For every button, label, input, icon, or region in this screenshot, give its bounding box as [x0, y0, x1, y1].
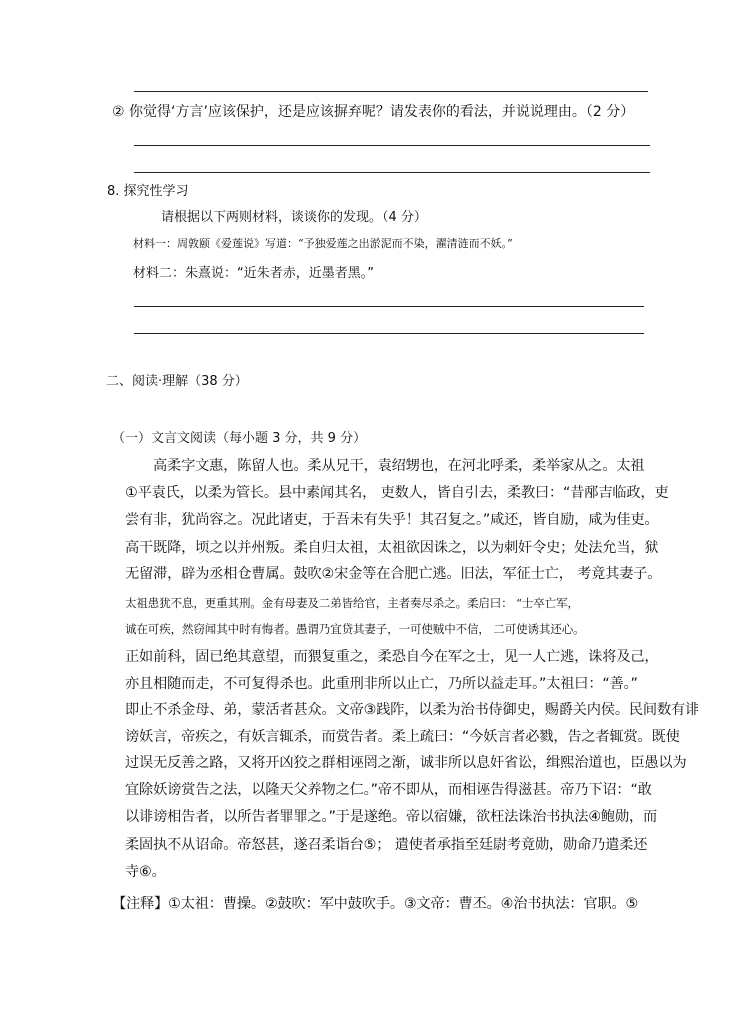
classical-reading-title: （一）文言文阅读（每小题 3 分，共 9 分）	[112, 431, 367, 446]
passage-line: 以诽谤相告者，以所告者罪罪之。”于是遂绝。帝以宿嫌，欲枉法诛治书执法④鲍勋，而	[125, 809, 658, 825]
passage-line: 谤妖言，帝疾之，有妖言辄杀，而赏告者。柔上疏曰：“今妖言者必戮，告之者辄赏。既使	[125, 729, 680, 745]
passage-line: 宜除妖谤赏告之法，以隆天父养物之仁。”帝不即从，而相诬告得滋甚。帝乃下诏：“敢	[125, 782, 652, 798]
passage-line: 高柔字文惠，陈留人也。柔从兄干，袁绍甥也，在河北呼柔，柔举家从之。太祖	[153, 458, 645, 474]
passage-line: 过误无反善之路，又将开凶狡之群相诬罔之渐，诚非所以息奸省讼，缉熙治道也，臣愚以为	[125, 755, 687, 771]
annotation-note: 【注释】①太祖：曹操。②鼓吹：军中鼓吹手。③文帝：曹丕。④治书执法：官职。⑤	[112, 896, 639, 912]
question-2-text: ② 你觉得‘方言’应该保护，还是应该摒弃呢？请发表你的看法，并说说理由。（2 分）	[112, 104, 635, 120]
question-8-heading: 8. 探究性学习	[107, 184, 189, 199]
passage-line: 柔固执不从诏命。帝怒甚，遂召柔诣台⑤； 遣使者承指至廷尉考竟勋，勋命乃遣柔还	[125, 837, 648, 853]
passage-line: 尝有非，犹尚容之。况此诸吏，于吾未有失乎！其召复之。”咸还，皆自励，咸为佳吏。	[125, 512, 659, 528]
answer-line	[134, 172, 650, 173]
passage-line: 高干既降，顷之以并州叛。柔自归太祖，太祖欲因诛之，以为刺奸令史；处法允当，狱	[125, 540, 659, 556]
section-2-title: 二、阅读·理解（38 分）	[106, 374, 248, 389]
answer-line	[134, 91, 648, 92]
question-8-instruction: 请根据以下两则材料，谈谈你的发现。（4 分）	[161, 210, 427, 225]
passage-line: 诚在可疾，然窃闻其中时有悔者。愚谓乃宜贷其妻子，一可使贼中不信， 二可使诱其还心。	[125, 622, 585, 636]
passage-line: 亦且相随而走，不可复得杀也。此重刑非所以止亡，乃所以益走耳。”太祖曰：“善。”	[125, 676, 638, 692]
material-2: 材料二：朱熹说：“近朱者赤，近墨者黑。”	[133, 266, 374, 281]
passage-line: 正如前科，固已绝其意望，而猥复重之，柔恐自今在军之士，见一人亡逃，诛将及己，	[125, 649, 659, 665]
passage-line: 无留滞，辟为丞相仓曹属。鼓吹②宋金等在合肥亡逃。旧法，军征士亡， 考竟其妻子。	[125, 566, 662, 582]
passage-line: 太祖患犹不息，更重其刑。金有母妻及二弟皆给官，主者奏尽杀之。柔启曰： “士卒亡军，	[125, 596, 579, 610]
passage-line: ①平袁氏，以柔为管长。县中素闻其名， 吏数人，皆自引去，柔教曰：“昔邴吉临政，吏	[125, 485, 669, 501]
material-1: 材料一：周敦颐《爱莲说》写道：“予独爱莲之出淤泥而不染，濯清涟而不妖。”	[133, 237, 513, 250]
passage-line: 寺⑥。	[125, 864, 166, 880]
passage-line: 即止不杀金母、弟，蒙活者甚众。文帝③践阼，以柔为治书侍御史，赐爵关内侯。民间数有诽	[125, 702, 700, 718]
answer-line	[134, 306, 644, 307]
answer-line	[134, 333, 644, 334]
answer-line	[134, 145, 650, 146]
